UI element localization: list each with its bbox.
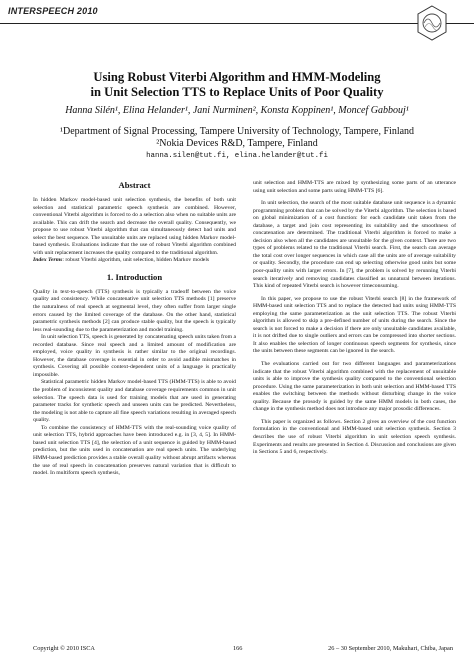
affiliation-line: ²Nokia Devices R&D, Tampere, Finland — [156, 138, 318, 149]
body-paragraph: This paper is organized as follows. Section 2 gives an overview of the cost function formulation in the conventional and HMM-based unit selection synthesis. Section 3 describes the use of robust Viterbi algorithm in unit selection speech synthesis. Experiments and results are presented in Section 4. Discussion and conclusions are given in Sections 5 and 6, respectively. — [253, 418, 456, 456]
intro-paragraph: To combine the consistency of HMM-TTS with the real-sounding voice quality of unit selection TTS, hybrid approaches have been introduced e.g. in [3, 4, 5]. In HMM-based unit selection TTS [4], the selection of a unit sequence is guided by HMM-based prediction, but the units used in concatenation are real speech units. The underlying HMM-based prediction provides a stable overall quality without abrupt artifacts whereas the use of real speech in concatenation preserves natural variation that is difficult to model. In multiform speech synthesis, — [33, 424, 236, 477]
abstract-heading: Abstract — [118, 180, 151, 190]
conference-venue-date: 26 – 30 September 2010, Makuhari, Chiba, Japan — [328, 645, 453, 652]
conference-logo-icon — [416, 5, 448, 41]
intro-paragraph: Quality in text-to-speech (TTS) synthesis is typically a tradeoff between the voice quality and consistency. While concatenative unit selection TTS methods [1] preserve the naturalness of real speech at segmental level, they often suffer from larger single errors caused by the limited coverage of the database. On the other hand, statistical parametric synthesis methods [2] can produce stable quality, but the speech is typically less real-sounding due to the parameterization and model training. — [33, 288, 236, 333]
title-line: in Unit Selection TTS to Replace Units of Poor Quality — [90, 85, 384, 99]
body-paragraph: In this paper, we propose to use the robust Viterbi search [8] in the framework of HMM-based unit selection TTS and to replace the detected bad units using HMM-TTS employing the same parameterization as the unit selection TTS. The robust Viterbi algorithm is allowed to skip a pre-defined number of units during the search. Since the search is not forced to make a decision if there are only unsuitable candidates available, it is not drifted due to single outliers and errors can be compressed into shorter sections. It also enables the selection of longer continuous speech segments for synthesis, since the units between these segments can be ignored in the search. — [253, 295, 456, 355]
author-emails: hanna.silen@tut.fi, elina.helander@tut.fi — [146, 152, 328, 160]
left-column — [33, 180, 236, 478]
index-terms — [33, 257, 236, 265]
author-list: Hanna Silén¹, Elina Helander¹, Jani Nurminen², Konsta Koppinen¹, Moncef Gabbouj¹ — [65, 105, 409, 116]
header-rule — [0, 23, 474, 24]
affiliations — [30, 126, 444, 150]
index-terms-label: Index Terms — [33, 257, 63, 264]
copyright-notice: Copyright © 2010 ISCA — [33, 645, 95, 652]
abstract-text: In hidden Markov model-based unit selection synthesis, the benefits of both unit selection and statistical parametric speech synthesis are combined. However, conventional Viterbi algorithm is forced to do a selection also when no suitable units are available. This can drift the search and decrease the overall quality. Consequently, we propose to use robust Viterbi algorithm that can simultaneously detect bad units and select the best sequence. The unsuitable units are replaced using hidden Markov model-based synthesis. Evaluations indicate that the use of robust Viterbi algorithm combined with unit replacement increases the quality compared to the traditional algorithm. — [33, 197, 236, 256]
body-paragraph: In unit selection, the search of the most suitable database unit sequence is a dynamic programming problem that can be solved by the Viterbi algorithm. The selection is based on global minimization of a cost function: for each candidate unit taken from the database, a target and join cost representing its suitability and the smoothness of concatenation are determined. The traditional Viterbi algorithm is forced to make a decision also when all the candidates are unsuitable for the given context. There are two types of problems related to the traditional Viterbi search. First, the search can average the total cost over longer sequences in which case all the units are of average suitability or quality. Secondly, the procedure can end up selecting otherwise good units but some poor-quality units with larger errors. In [7], the problem is solved by rerunning Viterbi search iteratively and removing candidates classified as unnatural between iterations. This kind of repeated Viterbi search is however timeconsuming. — [253, 200, 456, 290]
intro-paragraph: In unit selection TTS, speech is generated by concatenating speech units taken from a recorded database. Since real speech and a limited amount of modification are employed, voice quality in synthesis is rather similar to the original recordings. However, the database coverage is essential in order to avoid audible mismatches in synthesis. Covering all possible context-dependent units of a language is practically impossible. — [33, 334, 236, 378]
title-line: Using Robust Viterbi Algorithm and HMM-Modeling — [93, 70, 381, 84]
right-column — [253, 180, 456, 457]
intro-paragraph: Statistical parametric hidden Markov model-based TTS (HMM-TTS) is able to avoid the problem of inconsistent quality and database coverage requirements common in unit selection. The speech data is used for training models that are used in generating parameter tracks for synthetic speech and unseen units can be predicted. Nevertheless, the modeling is not able to capture all fine speech variations resulting in averaged speech quality. — [33, 379, 236, 424]
affiliation-line: ¹Department of Signal Processing, Tampere University of Technology, Tampere, Finland — [59, 126, 415, 137]
body-paragraph: The evaluations carried out for two different languages and parameterizations indicate that the robust Viterbi algorithm combined with the replacement of unsuitable units is able to improve the synthesis quality compared to the conventional selection procedure. Using the same parameterization in both unit selection and HMM-based TTS enables the switching between the methods without disturbing change in the voice quality. Because the prosody is guided by the same HMM models in both cases, the change in the synthesis method does not introduce any major prosodic differences. — [253, 361, 456, 413]
index-terms-text: : robust Viterbi algorithm, unit selection, hidden Markov models — [62, 257, 210, 264]
page-header — [0, 0, 474, 26]
introduction-heading: 1. Introduction — [106, 271, 163, 282]
conference-name: INTERSPEECH 2010 — [8, 6, 98, 16]
paper-title — [40, 70, 434, 100]
page-number: 166 — [233, 645, 243, 652]
body-paragraph: unit selection and HMM-TTS are mixed by synthesizing some parts of an utterance using unit selection and some parts using HMM-TTS [6]. — [253, 180, 456, 194]
